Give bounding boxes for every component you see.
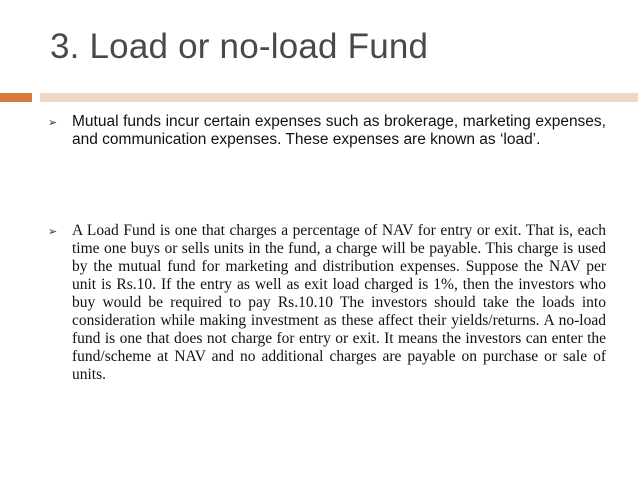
title-divider-bar <box>40 93 638 102</box>
title-accent-bar <box>0 93 32 102</box>
arrow-bullet-icon: ➢ <box>48 225 58 238</box>
slide-title: 3. Load or no-load Fund <box>50 27 429 66</box>
bullet-text-load-fund-explanation: A Load Fund is one that charges a percentage of NAV for entry or exit. That is, each time one buys or sells units in the fund, a charge will be payable. This charge is used by the mutual fund for marketing and distribution expenses. Suppose the NAV per unit is Rs.10. If the entry as well as exit load charged is 1%, then the investors who buy would be required to pay Rs.10.10 The investors should take the loads into consideration while making investment as these affect their yields/returns. A no-load fund is one that does not charge for entry or exit. It means the investors can enter the fund/scheme at NAV and no additional charges are payable on purchase or sale of units. <box>72 222 606 383</box>
bullet-text-load-definition: Mutual funds incur certain expenses such as brokerage, marketing expenses, and communication expenses. These expenses are known as ‘load’. <box>72 113 606 148</box>
arrow-bullet-icon: ➢ <box>48 116 58 129</box>
